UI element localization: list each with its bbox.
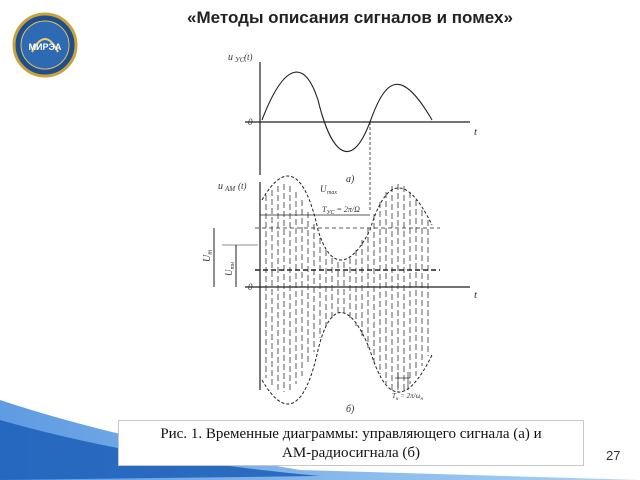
figure-caption — [118, 420, 584, 466]
carrier-amplitude-label: $U_{mн}$ — [224, 262, 236, 276]
svg-text:МИРЭА: МИРЭА — [28, 42, 62, 52]
svg-text:t: t — [474, 126, 478, 138]
envelope-label: U — [320, 184, 327, 194]
svg-text:б): б) — [346, 404, 355, 415]
control-signal-curve — [262, 72, 432, 151]
svg-text:(t): (t) — [244, 52, 253, 62]
panel-b-ylabel: u — [218, 181, 223, 192]
upper-envelope — [262, 176, 432, 260]
svg-text:а): а) — [346, 174, 355, 185]
page-number: 27 — [606, 448, 621, 463]
svg-text:0: 0 — [248, 117, 253, 127]
svg-text:t: t — [474, 289, 478, 301]
svg-text:(t): (t) — [238, 181, 247, 191]
caption-line-2: АМ-радиосигнала (б) — [281, 445, 421, 461]
carrier-period-label: $T_н = 2\pi/\omega_н$ — [392, 392, 423, 402]
panel-a-ylabel: u — [228, 52, 233, 63]
control-period-label: $T_{УС} = 2\pi/\Omega$ — [322, 205, 360, 216]
panel-a — [245, 62, 470, 210]
svg-text:max: max — [327, 190, 337, 196]
svg-text:0: 0 — [248, 282, 253, 292]
svg-text:АМ: АМ — [225, 185, 236, 193]
amplitude-label: $U_m$ — [202, 249, 214, 262]
lower-envelope — [262, 313, 432, 405]
caption-line-1: Рис. 1. Временные диаграммы: управляющего сигнала (а) и — [160, 426, 542, 442]
page-title: «Методы описания сигналов и помех» — [187, 8, 513, 27]
svg-text:УС: УС — [235, 56, 245, 64]
